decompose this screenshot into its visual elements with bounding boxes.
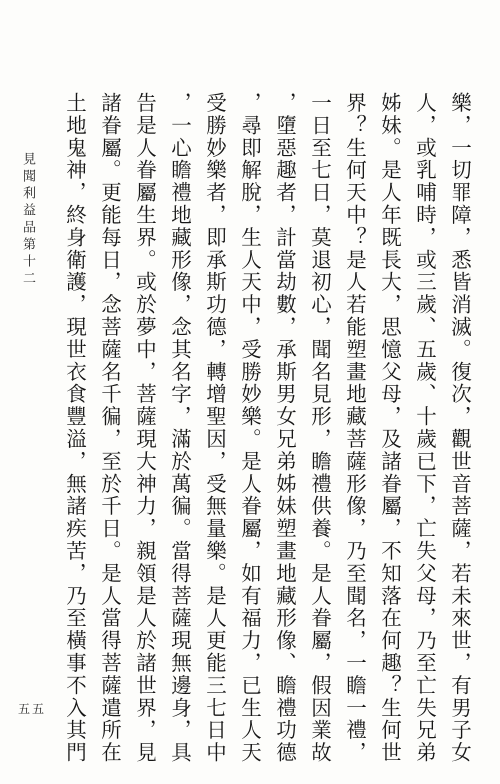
text-column-9: ，一心瞻禮地藏形像，念其名字，滿於萬徧。當得菩薩現無邊身，具 — [167, 92, 192, 764]
text-column-11: 諸眷屬。更能每日，念菩薩名千徧，至於千日。是人當得菩薩遣所在 — [97, 92, 122, 764]
text-column-3: 姊妹。是人年既長大，思憶父母，及諸眷屬，不知落在何趣？生何世 — [377, 92, 402, 764]
text-column-2: 人，或乳哺時，或三歲、五歲、十歲已下，亡失父母，乃至亡失兄弟 — [412, 92, 437, 764]
text-column-8: 受勝妙樂者，即承斯功德，轉增聖因，受無量樂。是人更能三七日中 — [202, 92, 227, 764]
text-column-1: 樂，一切罪障，悉皆消滅。復次，觀世音菩薩，若未來世，有男子女 — [447, 92, 472, 764]
text-column-10: 告是人眷屬生界。或於夢中，菩薩現大神力，親領是人於諸世界，見 — [132, 92, 157, 764]
text-column-12: 土地鬼神，終身衛護，現世衣食豐溢，無諸疾苦，乃至橫事不入其門 — [62, 92, 87, 764]
text-column-6: ，墮惡趣者，計當劫數，承斯男女兄弟姊妹塑畫地藏形像、瞻禮功德 — [272, 92, 297, 764]
text-column-5: 一日至七日，莫退初心，聞名見形，瞻禮供養。是人眷屬，假因業故 — [307, 92, 332, 764]
margin-chapter-title: 見聞利益品第十二 — [20, 152, 35, 288]
text-column-4: 界？生何天中？是人若能塑畫地藏菩薩形像，乃至聞名，一瞻一禮， — [342, 92, 367, 764]
text-column-7: ，尋即解脫，生人天中，受勝妙樂。是人眷屬，如有福力，已生人天 — [237, 92, 262, 764]
page-number: 五五 — [18, 702, 47, 716]
